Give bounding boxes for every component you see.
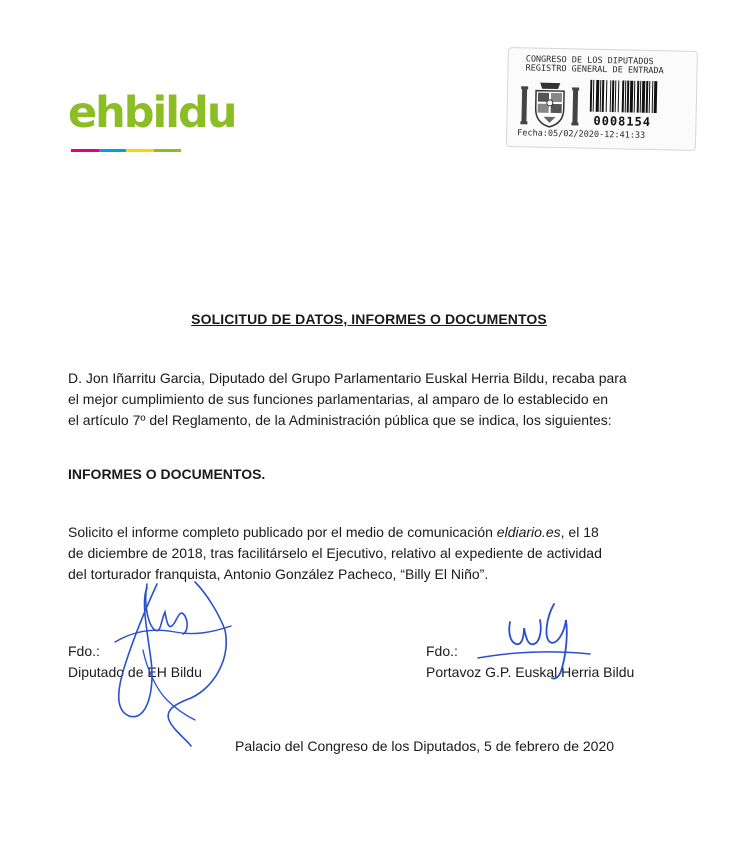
request-line [68, 522, 638, 543]
barcode-bar [652, 81, 654, 113]
registry-date: Fecha:05/02/2020-12:41:33 [517, 128, 646, 141]
barcode-bar [634, 81, 636, 113]
source-name: eldiario.es [496, 524, 561, 540]
place-and-date: Palacio del Congreso de los Diputados, 5 de febrero de 2020 [235, 738, 615, 754]
stamp-institution: CONGRESO DE LOS DIPUTADOS [525, 54, 654, 68]
logo-wordmark: ehbildu [68, 88, 236, 138]
left-signature-block [68, 641, 202, 683]
stamp-registry: REGISTRO GENERAL DE ENTRADA [525, 63, 664, 77]
barcode-bar [654, 81, 658, 113]
right-fdo-label: Fdo.: [426, 643, 458, 659]
request-line: de diciembre de 2018, tras facilitárselo el Ejecutivo, relativo al expediente de actividad [68, 545, 602, 561]
stripe-segment [99, 149, 127, 152]
right-signer-role: Portavoz G.P. Euskal Herria Bildu [426, 664, 635, 680]
barcode-bar [625, 80, 627, 112]
stripe-segment [154, 149, 182, 152]
barcode-bar [618, 80, 620, 112]
intro-paragraph [68, 368, 638, 431]
intro-line: el mejor cumplimiento de sus funciones parlamentarias, al amparo de lo establecido en [68, 391, 609, 407]
stripe-segment [71, 149, 99, 152]
request-text: Solicito el informe completo publicado por el medio de comunicación [68, 524, 497, 540]
barcode-bar [646, 81, 649, 113]
barcode-bar [610, 80, 612, 112]
left-fdo-label: Fdo.: [68, 643, 100, 659]
barcode-bar [622, 80, 625, 112]
coat-of-arms-icon [519, 78, 580, 129]
barcode-bar [642, 81, 646, 113]
intro-line: el artículo 7º del Reglamento, de la Administración pública que se indica, los siguientes: [68, 412, 612, 428]
stripe-segment [126, 149, 154, 152]
request-paragraph [68, 522, 638, 585]
request-text: , el 18 [560, 524, 599, 540]
barcode-bar [640, 81, 642, 113]
right-signature-block [426, 641, 634, 683]
barcode-bar [606, 80, 608, 112]
logo-color-stripe [71, 149, 181, 152]
barcode-bar [637, 81, 640, 113]
barcode-bar [600, 80, 602, 112]
barcode-bar [602, 80, 605, 112]
registry-stamp [506, 47, 698, 151]
barcode-bar [627, 81, 630, 113]
left-signer-role: Diputado de EH Bildu [68, 664, 202, 680]
intro-line: D. Jon Iñarritu Garcia, Diputado del Grupo Parlamentario Euskal Herria Bildu, recaba para [68, 370, 627, 386]
barcode-bar [593, 80, 595, 112]
barcode-bar [590, 80, 593, 112]
ehbildu-logo [68, 88, 248, 158]
registry-number: 0008154 [593, 113, 652, 130]
barcode-bar [615, 80, 617, 112]
document-title: SOLICITUD DE DATOS, INFORMES O DOCUMENTOS [191, 311, 547, 327]
barcode-bar [630, 81, 634, 113]
barcode-bar [596, 80, 600, 112]
barcode-bar [649, 81, 651, 113]
barcode-icon [590, 80, 689, 114]
section-heading: INFORMES O DOCUMENTOS. [68, 466, 266, 482]
barcode-bar [612, 80, 615, 112]
request-line: del torturador franquista, Antonio González Pacheco, “Billy El Niño”. [68, 566, 489, 582]
